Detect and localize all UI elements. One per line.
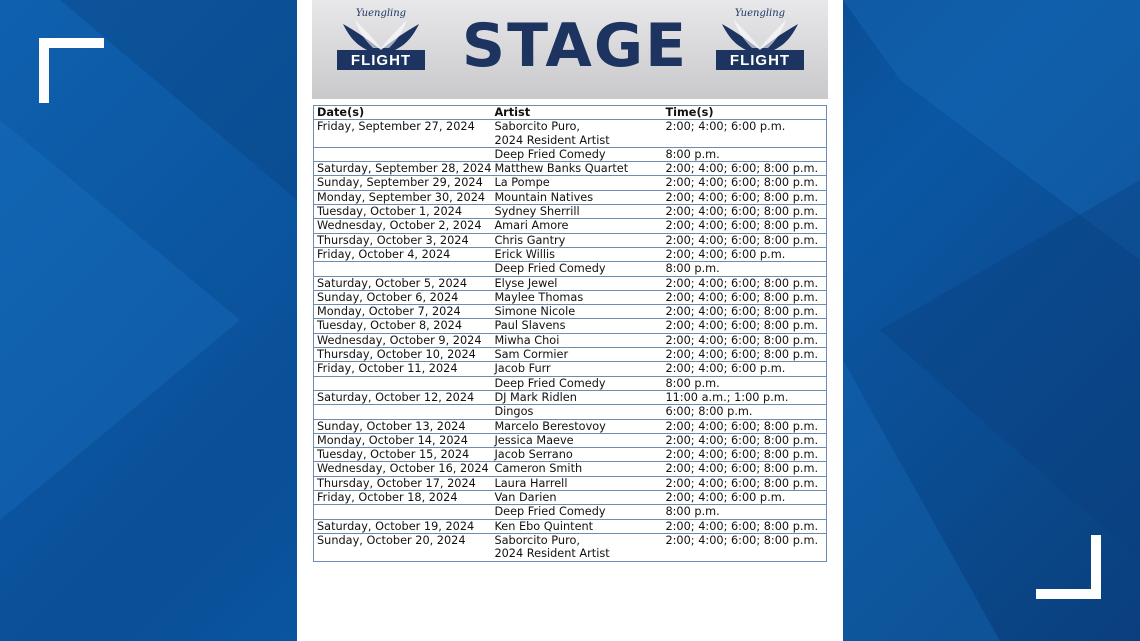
logo-wordmark: FLIGHT [337, 50, 425, 70]
time-cell: 2:00; 4:00; 6:00; 8:00 p.m. [662, 190, 826, 204]
table-row [314, 219, 827, 233]
time-cell: 2:00; 4:00; 6:00; 8:00 p.m. [662, 462, 826, 476]
date-cell: Tuesday, October 8, 2024 [314, 319, 492, 333]
date-cell: Friday, October 11, 2024 [314, 362, 492, 376]
artist-cell: Jacob Serrano [491, 448, 662, 462]
date-cell: Sunday, October 6, 2024 [314, 290, 492, 304]
table-row [314, 433, 827, 447]
artist-cell: Elyse Jewel [491, 276, 662, 290]
table-row [314, 305, 827, 319]
table-row [314, 348, 827, 362]
logo-wordmark: FLIGHT [716, 50, 804, 70]
artist-cell: Jacob Furr [491, 362, 662, 376]
time-cell: 2:00; 4:00; 6:00 p.m. [662, 247, 826, 261]
stage-title: STAGE [461, 11, 689, 81]
artist-cell: Saborcito Puro, [494, 120, 580, 134]
artist-cell: Dingos [491, 405, 662, 419]
logo-script: Yuengling [355, 8, 407, 19]
stage-banner [312, 0, 828, 99]
table-row [314, 247, 827, 261]
date-cell: Wednesday, October 16, 2024 [314, 462, 492, 476]
artist-cell: DJ Mark Ridlen [491, 390, 662, 404]
artist-cell: Deep Fried Comedy [491, 505, 662, 519]
date-cell: Saturday, October 19, 2024 [314, 519, 492, 533]
table-body [314, 120, 827, 561]
artist-cell: Laura Harrell [491, 476, 662, 490]
date-cell [314, 262, 492, 276]
time-cell: 2:00; 4:00; 6:00; 8:00 p.m. [662, 476, 826, 490]
date-cell: Saturday, October 12, 2024 [314, 390, 492, 404]
date-cell: Friday, October 4, 2024 [314, 247, 492, 261]
time-cell: 2:00; 4:00; 6:00 p.m. [665, 120, 786, 134]
date-cell: Monday, October 14, 2024 [314, 433, 492, 447]
table-row [314, 376, 827, 390]
artist-cell: Saborcito Puro, [491, 533, 662, 547]
time-cell: 2:00; 4:00; 6:00; 8:00 p.m. [662, 205, 826, 219]
table-row [314, 262, 827, 276]
date-cell: Monday, September 30, 2024 [314, 190, 492, 204]
artist-cell: Van Darien [491, 491, 662, 505]
table-row [314, 505, 827, 519]
time-cell: 2:00; 4:00; 6:00; 8:00 p.m. [662, 448, 826, 462]
date-cell: Thursday, October 10, 2024 [314, 348, 492, 362]
time-cell: 2:00; 4:00; 6:00; 8:00 p.m. [662, 333, 826, 347]
time-cell: 2:00; 4:00; 6:00 p.m. [662, 362, 826, 376]
table-row [314, 134, 827, 148]
table-row [314, 476, 827, 490]
table-row [314, 448, 827, 462]
frame-corner-bottom-right-vertical [1091, 535, 1101, 599]
time-cell: 2:00; 4:00; 6:00; 8:00 p.m. [662, 319, 826, 333]
artist-cell: La Pompe [491, 176, 662, 190]
artist-cell: Amari Amore [491, 219, 662, 233]
column-header-dates: Date(s) [314, 106, 492, 120]
date-cell: Saturday, October 5, 2024 [314, 276, 492, 290]
artist-cell: Miwha Choi [491, 333, 662, 347]
date-cell: Monday, October 7, 2024 [314, 305, 492, 319]
table-row [314, 190, 827, 204]
date-cell [314, 547, 492, 561]
time-cell: 11:00 a.m.; 1:00 p.m. [662, 390, 826, 404]
logo-script: Yuengling [734, 8, 786, 19]
time-cell: 2:00; 4:00; 6:00; 8:00 p.m. [662, 433, 826, 447]
column-header-times: Time(s) [662, 106, 826, 120]
date-cell: Tuesday, October 1, 2024 [314, 205, 492, 219]
table-row [314, 333, 827, 347]
time-cell [662, 547, 826, 561]
table-row [314, 533, 827, 547]
time-cell: 2:00; 4:00; 6:00; 8:00 p.m. [662, 276, 826, 290]
table-row [314, 519, 827, 533]
table-row [314, 233, 827, 247]
date-cell: Thursday, October 17, 2024 [314, 476, 492, 490]
flight-logo-left [333, 8, 429, 74]
table-row [314, 419, 827, 433]
time-cell: 2:00; 4:00; 6:00 p.m. [662, 491, 826, 505]
artist-cell: Ken Ebo Quintent [491, 519, 662, 533]
time-cell: 8:00 p.m. [662, 262, 826, 276]
date-cell: Thursday, October 3, 2024 [314, 233, 492, 247]
time-cell: 8:00 p.m. [662, 147, 826, 161]
table-row [314, 462, 827, 476]
artist-cell: Cameron Smith [491, 462, 662, 476]
table-row [314, 390, 827, 404]
artist-cell: Mountain Natives [491, 190, 662, 204]
time-cell [662, 134, 826, 148]
date-cell: Sunday, October 20, 2024 [314, 533, 492, 547]
time-cell: 2:00; 4:00; 6:00; 8:00 p.m. [662, 348, 826, 362]
wings-icon [339, 18, 423, 52]
artist-cell: Deep Fried Comedy [491, 376, 662, 390]
artist-cell: Jessica Maeve [491, 433, 662, 447]
table-row [314, 276, 827, 290]
artist-cell: 2024 Resident Artist [494, 133, 610, 147]
time-cell: 2:00; 4:00; 6:00; 8:00 p.m. [662, 533, 826, 547]
time-cell: 2:00; 4:00; 6:00; 8:00 p.m. [662, 219, 826, 233]
time-cell: 2:00; 4:00; 6:00; 8:00 p.m. [662, 162, 826, 176]
artist-cell: Paul Slavens [491, 319, 662, 333]
flight-logo-right [712, 8, 808, 74]
artist-cell: Marcelo Berestovoy [491, 419, 662, 433]
date-cell: Saturday, September 28, 2024 [314, 162, 492, 176]
frame-corner-top-left-vertical [39, 38, 49, 103]
time-cell: 6:00; 8:00 p.m. [662, 405, 826, 419]
table-row [314, 162, 827, 176]
time-cell: 8:00 p.m. [662, 376, 826, 390]
table-row [314, 362, 827, 376]
table-row [314, 319, 827, 333]
date-cell: Sunday, October 13, 2024 [314, 419, 492, 433]
date-cell [314, 505, 492, 519]
schedule-page [297, 0, 843, 641]
table-row [314, 120, 827, 134]
wings-icon [718, 18, 802, 52]
date-cell [314, 405, 492, 419]
artist-cell: Sam Cormier [491, 348, 662, 362]
artist-cell: Sydney Sherrill [491, 205, 662, 219]
table-row [314, 147, 827, 161]
time-cell: 2:00; 4:00; 6:00; 8:00 p.m. [662, 419, 826, 433]
time-cell: 2:00; 4:00; 6:00; 8:00 p.m. [662, 305, 826, 319]
date-cell: Tuesday, October 15, 2024 [314, 448, 492, 462]
time-cell: 2:00; 4:00; 6:00; 8:00 p.m. [662, 176, 826, 190]
date-cell: Sunday, September 29, 2024 [314, 176, 492, 190]
table-row [314, 547, 827, 561]
artist-cell: Maylee Thomas [491, 290, 662, 304]
table-header-row [314, 106, 827, 120]
schedule-table [313, 105, 827, 562]
date-cell [314, 134, 492, 148]
date-cell [314, 147, 492, 161]
table-row [314, 290, 827, 304]
column-header-artist: Artist [491, 106, 662, 120]
table-row [314, 491, 827, 505]
date-cell: Friday, October 18, 2024 [314, 491, 492, 505]
table-row [314, 176, 827, 190]
artist-cell: Deep Fried Comedy [491, 262, 662, 276]
date-cell: Wednesday, October 2, 2024 [314, 219, 492, 233]
artist-cell: Erick Willis [491, 247, 662, 261]
artist-cell: Deep Fried Comedy [491, 147, 662, 161]
artist-cell: 2024 Resident Artist [494, 547, 610, 561]
table-row [314, 205, 827, 219]
date-cell [314, 376, 492, 390]
time-cell: 2:00; 4:00; 6:00; 8:00 p.m. [662, 290, 826, 304]
time-cell: 8:00 p.m. [662, 505, 826, 519]
date-cell: Friday, September 27, 2024 [317, 120, 475, 134]
time-cell: 2:00; 4:00; 6:00; 8:00 p.m. [662, 519, 826, 533]
time-cell: 2:00; 4:00; 6:00; 8:00 p.m. [662, 233, 826, 247]
artist-cell: Simone Nicole [491, 305, 662, 319]
artist-cell: Matthew Banks Quartet [491, 162, 662, 176]
artist-cell: Chris Gantry [491, 233, 662, 247]
date-cell: Wednesday, October 9, 2024 [314, 333, 492, 347]
table-row [314, 405, 827, 419]
